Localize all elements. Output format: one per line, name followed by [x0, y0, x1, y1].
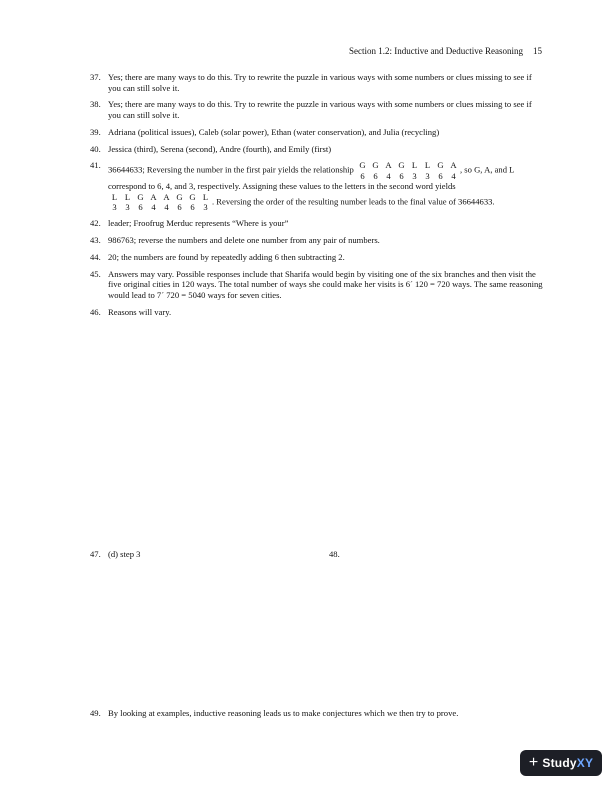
grid-digit: 6 [138, 202, 143, 213]
answer-text-part: . Reversing the order of the resulting number leads to the final value of 36644633. [212, 196, 495, 207]
answer-number: 47. [90, 549, 101, 559]
grid-letter: A [450, 160, 457, 171]
answer-text-part: , so G, A, and L correspond to 6, 4, and 3, respectively. Assigning these values to the letters in the second word yields [108, 164, 515, 192]
letter-digit-grid-2 [110, 192, 210, 213]
answer-number: 45. [90, 268, 101, 279]
answer-item-41 [90, 160, 545, 212]
grid-letter: G [437, 160, 444, 171]
grid-digit: 6 [177, 202, 182, 213]
letter-digit-grid-1 [358, 160, 458, 181]
grid-digit: 3 [112, 202, 117, 213]
grid-letter: G [176, 191, 183, 202]
answer-item [90, 252, 545, 263]
answer-number: 42. [90, 218, 101, 229]
answer-text [347, 549, 429, 560]
grid-letter: G [359, 160, 366, 171]
answer-text: Yes; there are many ways to do this. Try to rewrite the puzzle in various ways with some numbers or clues missing to see if you can still solve it. [108, 72, 532, 93]
answer-item-47 [90, 549, 290, 560]
answer-number: 44. [90, 251, 101, 262]
answer-item [90, 99, 545, 120]
answer-number: 41. [90, 160, 101, 171]
grid-digit: 3 [125, 202, 130, 213]
answer-text: Yes; there are many ways to do this. Try to rewrite the puzzle in various ways with some numbers or clues missing to see if you can still solve it. [108, 99, 532, 121]
grid-letter: A [150, 191, 157, 202]
answer-text: Reasons will vary. [108, 306, 172, 317]
answer-item-49 [90, 708, 545, 719]
answer-item [90, 144, 545, 155]
grid-letter: L [124, 191, 131, 202]
answer-number: 49. [90, 708, 101, 718]
grid-digit: 4 [451, 170, 456, 181]
grid-digit: 6 [373, 170, 378, 181]
grid-letter: A [385, 160, 392, 171]
answer-item [90, 218, 545, 229]
answer-text: Jessica (third), Serena (second), Andre (fourth), and Emily (first) [108, 143, 332, 154]
grid-letter: L [411, 160, 418, 171]
grid-digit: 4 [386, 170, 391, 181]
grid-letter: G [137, 191, 144, 202]
answer-text: Adriana (political issues), Caleb (solar power), Ethan (water conservation), and Julia (recycling) [108, 126, 440, 137]
page-number: 15 [533, 46, 542, 56]
grid-digit: 6 [360, 170, 365, 181]
grid-digit: 3 [412, 170, 417, 181]
section-title: Section 1.2: Inductive and Deductive Reasoning [349, 46, 523, 56]
grid-letter: L [202, 191, 209, 202]
grid-digit: 3 [425, 170, 430, 181]
answer-number: 43. [90, 235, 101, 246]
answer-text: (d) step 3 [108, 549, 141, 559]
grid-letter: L [111, 191, 118, 202]
answer-text-part: 36644633; Reversing the number in the first pair yields the relationship [108, 164, 354, 175]
answer-list [90, 72, 545, 324]
grid-digit: 6 [399, 170, 404, 181]
logo-text: Study [542, 755, 577, 770]
answer-item [90, 307, 545, 318]
grid-digit: 4 [151, 202, 156, 213]
answer-number: 40. [90, 143, 101, 154]
plus-icon: + [528, 754, 539, 771]
grid-letter: G [372, 160, 379, 171]
answer-item [90, 127, 545, 138]
grid-letter: G [189, 191, 196, 202]
grid-digit: 3 [203, 202, 208, 213]
answer-text: By looking at examples, inductive reasoning leads us to make conjectures which we then try to prove. [108, 708, 459, 718]
grid-letter: A [163, 191, 170, 202]
answer-number: 39. [90, 126, 101, 137]
answer-item-48 [329, 549, 429, 560]
answer-item [90, 72, 545, 93]
grid-digit: 6 [190, 202, 195, 213]
studyxy-logo [520, 750, 602, 776]
answer-text: 986763; reverse the numbers and delete one number from any pair of numbers. [108, 235, 380, 246]
answer-text: leader; Froofrug Merduc represents “Where is your” [108, 218, 289, 229]
answer-text: Answers may vary. Possible responses include that Sharifa would begin by visiting one of the six branches and then visit the five original cities in 120 ways. The total number of ways she could make her visits is 6´ 120 = 720 ways. The same reasoning would lead to 7´ 720 = 5040 ways for seven cities. [108, 268, 543, 301]
page-header [349, 46, 542, 57]
answer-number: 38. [90, 99, 101, 110]
answer-number: 46. [90, 306, 101, 317]
grid-digit: 6 [438, 170, 443, 181]
grid-letter: G [398, 160, 405, 171]
answer-number: 37. [90, 72, 101, 82]
grid-digit: 4 [164, 202, 169, 213]
grid-letter: L [424, 160, 431, 171]
answer-item [90, 235, 545, 246]
answer-number: 48. [329, 549, 340, 559]
answer-text [108, 160, 545, 212]
logo-text-accent: XY [576, 755, 594, 770]
answer-item [90, 269, 545, 301]
answer-text: 20; the numbers are found by repeatedly adding 6 then subtracting 2. [108, 251, 345, 262]
